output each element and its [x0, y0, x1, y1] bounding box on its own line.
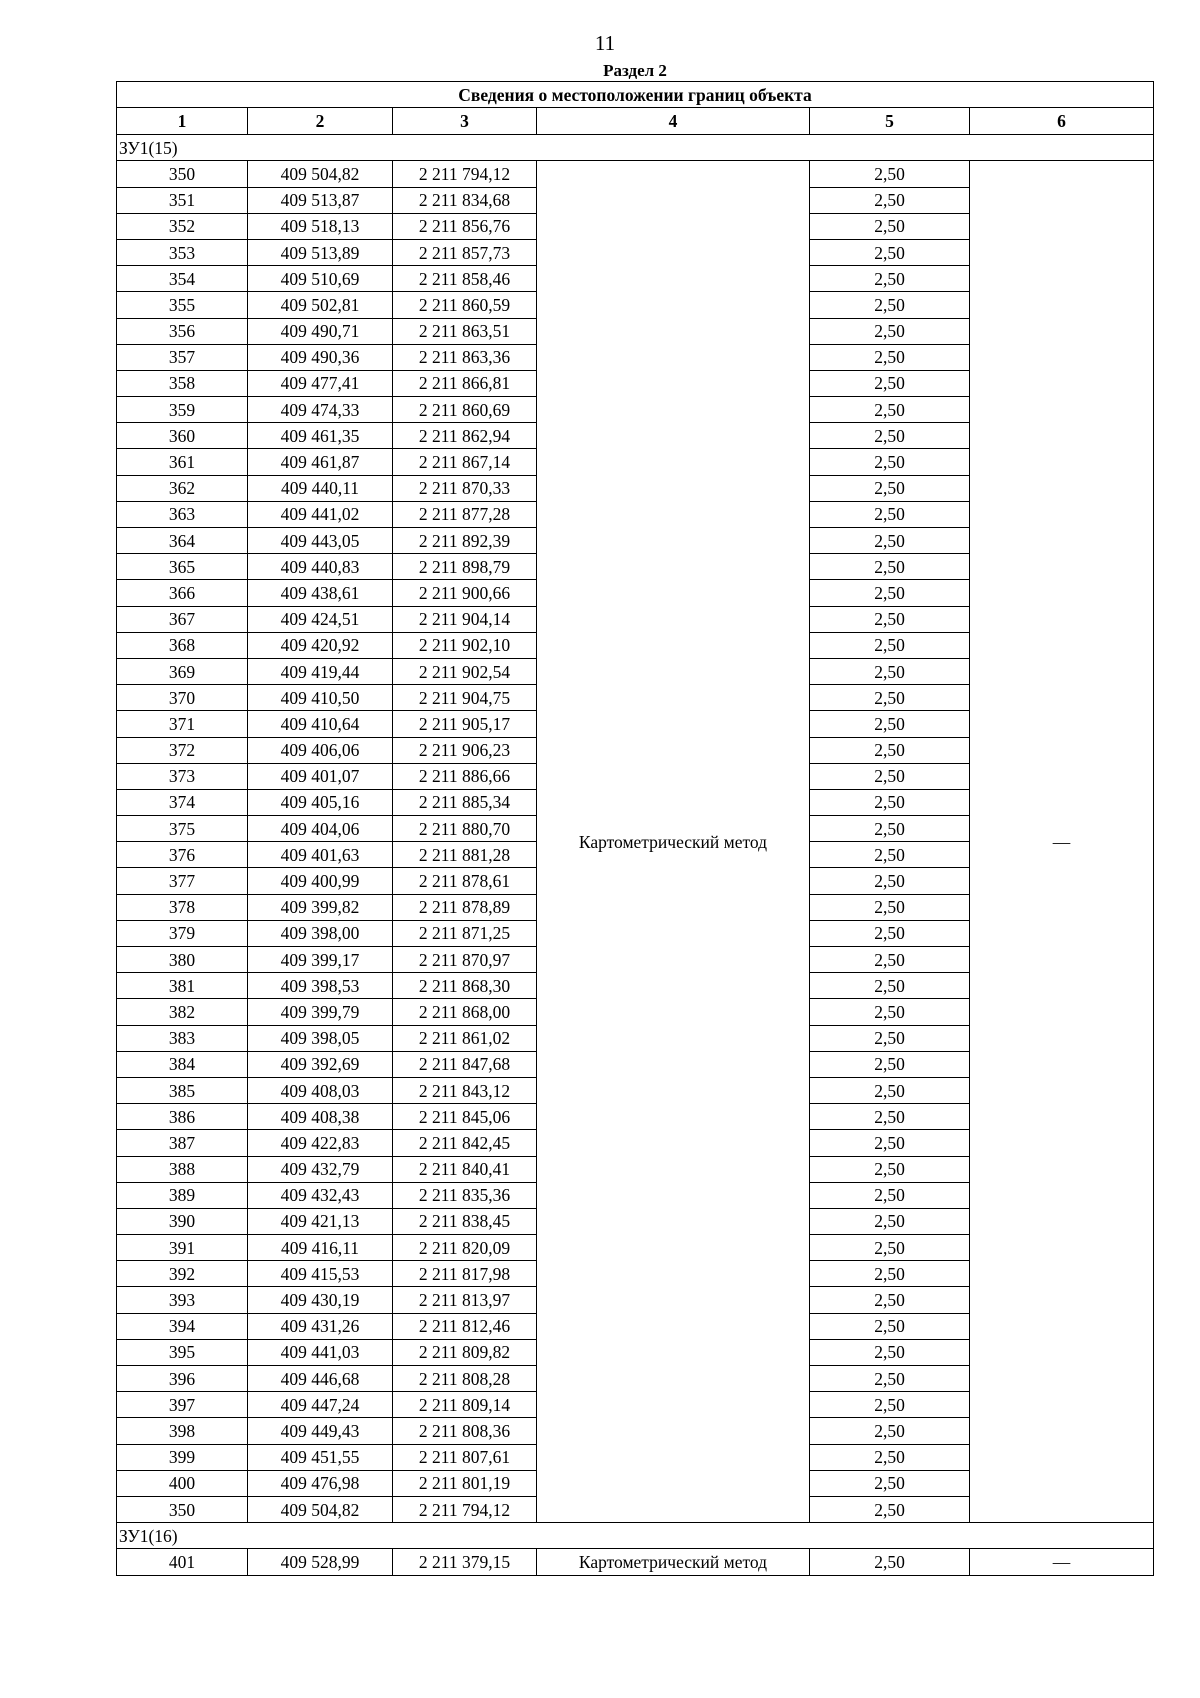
point-number: 375	[117, 816, 248, 842]
coordinate-y: 2 211 856,76	[393, 213, 537, 239]
coordinate-y: 2 211 861,02	[393, 1025, 537, 1051]
coordinate-x: 409 447,24	[248, 1392, 393, 1418]
point-number: 350	[117, 1496, 248, 1522]
coordinate-y: 2 211 881,28	[393, 842, 537, 868]
coordinate-x: 409 528,99	[248, 1549, 393, 1575]
coordinate-x: 409 504,82	[248, 1496, 393, 1522]
coordinate-x: 409 476,98	[248, 1470, 393, 1496]
point-number: 365	[117, 554, 248, 580]
coordinate-y: 2 211 902,54	[393, 658, 537, 684]
coordinate-y: 2 211 878,89	[393, 894, 537, 920]
coordinate-y: 2 211 808,28	[393, 1366, 537, 1392]
accuracy-value: 2,50	[810, 1235, 970, 1261]
column-number-3: 3	[393, 108, 537, 135]
coordinate-y: 2 211 902,10	[393, 632, 537, 658]
accuracy-value: 2,50	[810, 449, 970, 475]
coordinate-y: 2 211 870,33	[393, 475, 537, 501]
point-number: 392	[117, 1261, 248, 1287]
coordinate-x: 409 461,87	[248, 449, 393, 475]
point-number: 355	[117, 292, 248, 318]
coordinate-x: 409 424,51	[248, 606, 393, 632]
point-number: 387	[117, 1130, 248, 1156]
coordinate-y: 2 211 809,14	[393, 1392, 537, 1418]
point-number: 394	[117, 1313, 248, 1339]
accuracy-value: 2,50	[810, 501, 970, 527]
point-number: 384	[117, 1051, 248, 1077]
point-number: 367	[117, 606, 248, 632]
coordinate-x: 409 443,05	[248, 528, 393, 554]
coordinate-x: 409 461,35	[248, 423, 393, 449]
accuracy-value: 2,50	[810, 1182, 970, 1208]
accuracy-value: 2,50	[810, 711, 970, 737]
coordinate-x: 409 399,82	[248, 894, 393, 920]
point-number: 393	[117, 1287, 248, 1313]
accuracy-value: 2,50	[810, 266, 970, 292]
coordinate-y: 2 211 847,68	[393, 1051, 537, 1077]
accuracy-value: 2,50	[810, 370, 970, 396]
method-cell: Картометрический метод	[537, 161, 810, 1523]
coordinate-y: 2 211 834,68	[393, 187, 537, 213]
coordinate-y: 2 211 863,51	[393, 318, 537, 344]
coordinate-x: 409 490,36	[248, 344, 393, 370]
accuracy-value: 2,50	[810, 868, 970, 894]
coordinate-x: 409 451,55	[248, 1444, 393, 1470]
coordinate-y: 2 211 866,81	[393, 370, 537, 396]
coordinate-x: 409 398,00	[248, 920, 393, 946]
coordinate-y: 2 211 906,23	[393, 737, 537, 763]
coordinate-y: 2 211 835,36	[393, 1182, 537, 1208]
column-number-4: 4	[537, 108, 810, 135]
accuracy-value: 2,50	[810, 1418, 970, 1444]
point-number: 383	[117, 1025, 248, 1051]
accuracy-value: 2,50	[810, 1261, 970, 1287]
point-number: 396	[117, 1366, 248, 1392]
column-number-1: 1	[117, 108, 248, 135]
coordinate-x: 409 410,64	[248, 711, 393, 737]
coordinate-y: 2 211 900,66	[393, 580, 537, 606]
coordinate-y: 2 211 838,45	[393, 1208, 537, 1234]
accuracy-value: 2,50	[810, 1077, 970, 1103]
accuracy-value: 2,50	[810, 1051, 970, 1077]
accuracy-value: 2,50	[810, 423, 970, 449]
accuracy-value: 2,50	[810, 1104, 970, 1130]
coordinate-y: 2 211 877,28	[393, 501, 537, 527]
accuracy-value: 2,50	[810, 737, 970, 763]
coordinate-x: 409 441,02	[248, 501, 393, 527]
accuracy-value: 2,50	[810, 1130, 970, 1156]
point-number: 374	[117, 789, 248, 815]
accuracy-value: 2,50	[810, 1339, 970, 1365]
point-number: 398	[117, 1418, 248, 1444]
coordinate-x: 409 392,69	[248, 1051, 393, 1077]
accuracy-value: 2,50	[810, 1470, 970, 1496]
point-number: 376	[117, 842, 248, 868]
coordinate-x: 409 399,17	[248, 947, 393, 973]
coordinate-x: 409 474,33	[248, 397, 393, 423]
accuracy-value: 2,50	[810, 947, 970, 973]
coordinate-y: 2 211 904,14	[393, 606, 537, 632]
coordinate-x: 409 510,69	[248, 266, 393, 292]
coordinate-x: 409 518,13	[248, 213, 393, 239]
accuracy-value: 2,50	[810, 318, 970, 344]
accuracy-value: 2,50	[810, 816, 970, 842]
coordinate-x: 409 405,16	[248, 789, 393, 815]
point-number: 353	[117, 239, 248, 265]
table-row	[117, 1549, 1154, 1575]
coordinate-y: 2 211 857,73	[393, 239, 537, 265]
accuracy-value: 2,50	[810, 1156, 970, 1182]
accuracy-value: 2,50	[810, 344, 970, 370]
coordinate-y: 2 211 868,30	[393, 973, 537, 999]
coordinate-x: 409 504,82	[248, 161, 393, 187]
coordinate-y: 2 211 817,98	[393, 1261, 537, 1287]
page-number: 11	[594, 31, 616, 55]
accuracy-value: 2,50	[810, 292, 970, 318]
coordinate-y: 2 211 862,94	[393, 423, 537, 449]
point-number: 382	[117, 999, 248, 1025]
accuracy-value: 2,50	[810, 894, 970, 920]
coordinate-x: 409 415,53	[248, 1261, 393, 1287]
point-number: 401	[117, 1549, 248, 1575]
point-number: 370	[117, 685, 248, 711]
accuracy-value: 2,50	[810, 187, 970, 213]
coordinate-x: 409 513,89	[248, 239, 393, 265]
coordinate-x: 409 440,11	[248, 475, 393, 501]
table-title-row	[117, 82, 1154, 108]
point-number: 385	[117, 1077, 248, 1103]
point-number: 362	[117, 475, 248, 501]
accuracy-value: 2,50	[810, 789, 970, 815]
accuracy-value: 2,50	[810, 1287, 970, 1313]
coordinate-y: 2 211 794,12	[393, 1496, 537, 1522]
coordinate-x: 409 408,03	[248, 1077, 393, 1103]
coordinate-y: 2 211 892,39	[393, 528, 537, 554]
coordinate-x: 409 431,26	[248, 1313, 393, 1339]
point-number: 400	[117, 1470, 248, 1496]
accuracy-value: 2,50	[810, 554, 970, 580]
coordinate-x: 409 406,06	[248, 737, 393, 763]
accuracy-value: 2,50	[810, 973, 970, 999]
coordinate-y: 2 211 809,82	[393, 1339, 537, 1365]
coordinate-y: 2 211 808,36	[393, 1418, 537, 1444]
point-number: 358	[117, 370, 248, 396]
accuracy-value: 2,50	[810, 239, 970, 265]
point-number: 390	[117, 1208, 248, 1234]
coordinate-y: 2 211 843,12	[393, 1077, 537, 1103]
point-number: 386	[117, 1104, 248, 1130]
point-number: 389	[117, 1182, 248, 1208]
coordinate-x: 409 441,03	[248, 1339, 393, 1365]
point-number: 364	[117, 528, 248, 554]
coordinate-x: 409 422,83	[248, 1130, 393, 1156]
group-header-row	[117, 1523, 1154, 1549]
accuracy-value: 2,50	[810, 1444, 970, 1470]
point-number: 359	[117, 397, 248, 423]
coordinate-x: 409 432,79	[248, 1156, 393, 1182]
coordinate-x: 409 420,92	[248, 632, 393, 658]
coordinate-x: 409 419,44	[248, 658, 393, 684]
coordinate-y: 2 211 801,19	[393, 1470, 537, 1496]
point-number: 363	[117, 501, 248, 527]
coordinate-x: 409 449,43	[248, 1418, 393, 1444]
point-number: 381	[117, 973, 248, 999]
coordinate-x: 409 401,63	[248, 842, 393, 868]
point-number: 399	[117, 1444, 248, 1470]
coordinate-y: 2 211 880,70	[393, 816, 537, 842]
coordinate-y: 2 211 794,12	[393, 161, 537, 187]
coordinate-y: 2 211 898,79	[393, 554, 537, 580]
point-number: 354	[117, 266, 248, 292]
accuracy-value: 2,50	[810, 658, 970, 684]
table-title: Сведения о местоположении границ объекта	[117, 82, 1154, 108]
point-number: 350	[117, 161, 248, 187]
point-number: 377	[117, 868, 248, 894]
point-number: 388	[117, 1156, 248, 1182]
accuracy-value: 2,50	[810, 528, 970, 554]
accuracy-value: 2,50	[810, 397, 970, 423]
accuracy-value: 2,50	[810, 1313, 970, 1339]
accuracy-value: 2,50	[810, 1496, 970, 1522]
coordinate-y: 2 211 812,46	[393, 1313, 537, 1339]
coordinate-y: 2 211 842,45	[393, 1130, 537, 1156]
coordinate-x: 409 401,07	[248, 763, 393, 789]
coordinate-y: 2 211 807,61	[393, 1444, 537, 1470]
coordinate-y: 2 211 867,14	[393, 449, 537, 475]
accuracy-value: 2,50	[810, 1392, 970, 1418]
point-number: 360	[117, 423, 248, 449]
coordinate-x: 409 416,11	[248, 1235, 393, 1261]
coordinate-y: 2 211 860,69	[393, 397, 537, 423]
point-number: 373	[117, 763, 248, 789]
point-number: 372	[117, 737, 248, 763]
coordinate-y: 2 211 886,66	[393, 763, 537, 789]
point-number: 356	[117, 318, 248, 344]
accuracy-value: 2,50	[810, 999, 970, 1025]
accuracy-value: 2,50	[810, 580, 970, 606]
coordinate-x: 409 477,41	[248, 370, 393, 396]
accuracy-value: 2,50	[810, 920, 970, 946]
coordinate-x: 409 408,38	[248, 1104, 393, 1130]
coordinate-y: 2 211 820,09	[393, 1235, 537, 1261]
point-number: 351	[117, 187, 248, 213]
coordinate-x: 409 432,43	[248, 1182, 393, 1208]
coordinate-y: 2 211 868,00	[393, 999, 537, 1025]
accuracy-value: 2,50	[810, 475, 970, 501]
group-label: ЗУ1(16)	[117, 1523, 1154, 1549]
point-number: 357	[117, 344, 248, 370]
accuracy-value: 2,50	[810, 685, 970, 711]
accuracy-value: 2,50	[810, 1208, 970, 1234]
coordinate-y: 2 211 871,25	[393, 920, 537, 946]
accuracy-value: 2,50	[810, 1366, 970, 1392]
column-6-cell: —	[970, 1549, 1154, 1575]
accuracy-value: 2,50	[810, 606, 970, 632]
column-number-row	[117, 108, 1154, 135]
coordinate-x: 409 398,53	[248, 973, 393, 999]
point-number: 361	[117, 449, 248, 475]
point-number: 352	[117, 213, 248, 239]
coordinate-y: 2 211 813,97	[393, 1287, 537, 1313]
coordinate-y: 2 211 870,97	[393, 947, 537, 973]
point-number: 391	[117, 1235, 248, 1261]
point-number: 379	[117, 920, 248, 946]
accuracy-value: 2,50	[810, 763, 970, 789]
accuracy-value: 2,50	[810, 632, 970, 658]
coordinate-x: 409 513,87	[248, 187, 393, 213]
point-number: 368	[117, 632, 248, 658]
coordinate-y: 2 211 840,41	[393, 1156, 537, 1182]
coordinate-x: 409 404,06	[248, 816, 393, 842]
coordinate-x: 409 490,71	[248, 318, 393, 344]
accuracy-value: 2,50	[810, 213, 970, 239]
group-label: ЗУ1(15)	[117, 135, 1154, 161]
coordinate-x: 409 430,19	[248, 1287, 393, 1313]
accuracy-value: 2,50	[810, 1025, 970, 1051]
column-6-cell: —	[970, 161, 1154, 1523]
point-number: 395	[117, 1339, 248, 1365]
coordinate-y: 2 211 860,59	[393, 292, 537, 318]
coordinate-y: 2 211 379,15	[393, 1549, 537, 1575]
point-number: 380	[117, 947, 248, 973]
coordinate-y: 2 211 905,17	[393, 711, 537, 737]
coordinate-x: 409 502,81	[248, 292, 393, 318]
coordinate-y: 2 211 885,34	[393, 789, 537, 815]
coordinate-x: 409 398,05	[248, 1025, 393, 1051]
coordinate-y: 2 211 845,06	[393, 1104, 537, 1130]
coordinate-y: 2 211 904,75	[393, 685, 537, 711]
column-number-6: 6	[970, 108, 1154, 135]
boundary-coordinates-table	[116, 81, 1154, 1576]
accuracy-value: 2,50	[810, 1549, 970, 1575]
point-number: 378	[117, 894, 248, 920]
coordinate-y: 2 211 878,61	[393, 868, 537, 894]
coordinate-x: 409 440,83	[248, 554, 393, 580]
coordinate-x: 409 400,99	[248, 868, 393, 894]
coordinate-x: 409 410,50	[248, 685, 393, 711]
point-number: 371	[117, 711, 248, 737]
coordinate-y: 2 211 863,36	[393, 344, 537, 370]
coordinate-x: 409 421,13	[248, 1208, 393, 1234]
coordinate-x: 409 446,68	[248, 1366, 393, 1392]
point-number: 397	[117, 1392, 248, 1418]
section-title: Раздел 2	[603, 61, 667, 80]
coordinate-x: 409 438,61	[248, 580, 393, 606]
accuracy-value: 2,50	[810, 161, 970, 187]
method-cell: Картометрический метод	[537, 1549, 810, 1575]
point-number: 366	[117, 580, 248, 606]
accuracy-value: 2,50	[810, 842, 970, 868]
column-number-2: 2	[248, 108, 393, 135]
group-header-row	[117, 135, 1154, 161]
coordinate-y: 2 211 858,46	[393, 266, 537, 292]
coordinate-x: 409 399,79	[248, 999, 393, 1025]
table-row	[117, 161, 1154, 187]
point-number: 369	[117, 658, 248, 684]
column-number-5: 5	[810, 108, 970, 135]
